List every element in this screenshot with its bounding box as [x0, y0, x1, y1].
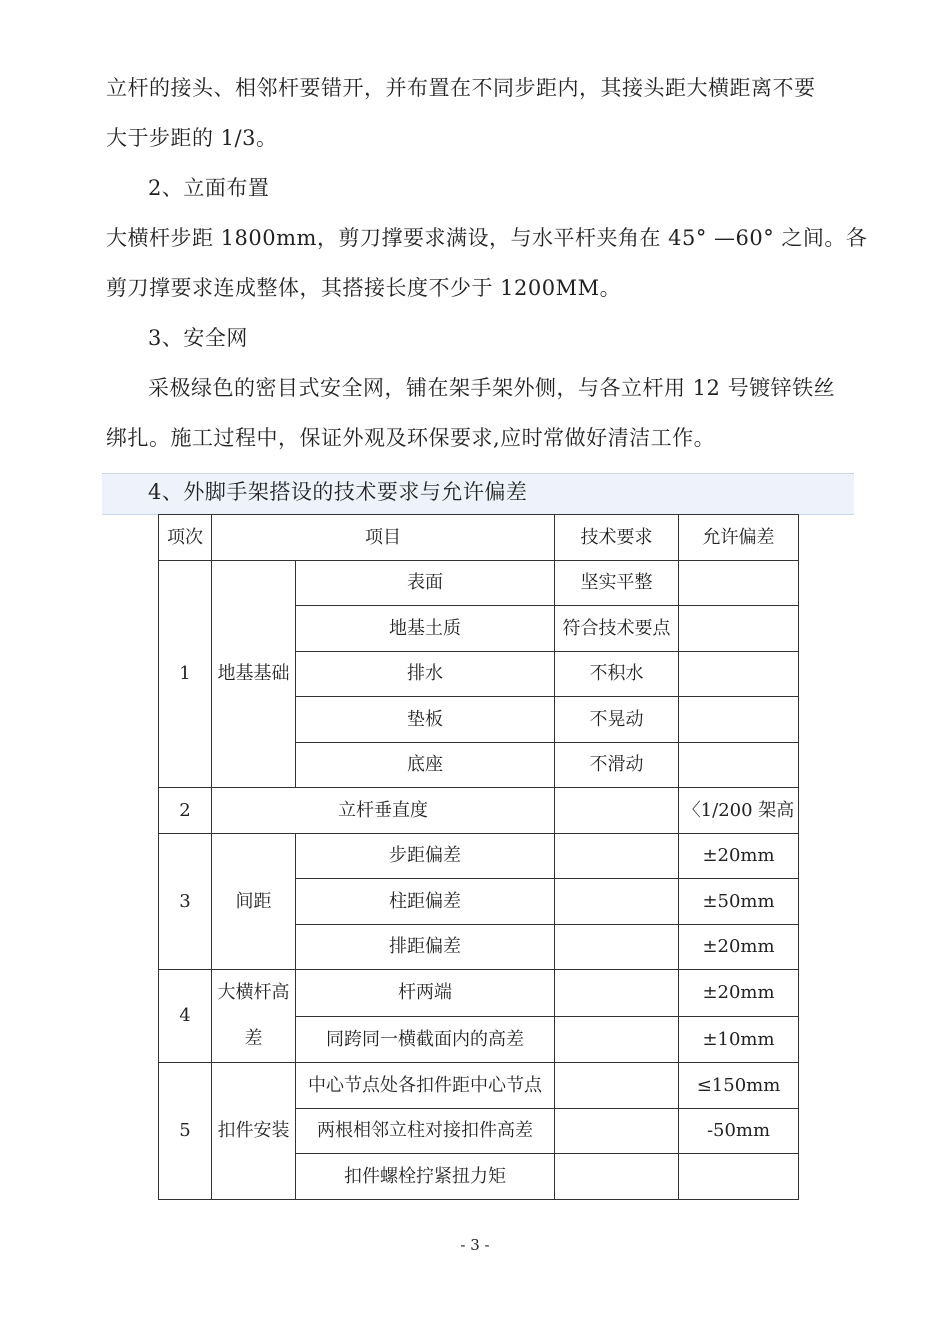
group-no: 5 — [159, 1063, 212, 1200]
requirement-cell — [555, 879, 679, 925]
group-name: 扣件安装 — [212, 1063, 296, 1200]
requirement-cell: 不晃动 — [555, 697, 679, 743]
paragraph-line: 绑扎。施工过程中，保证外观及环保要求,应时常做好清洁工作。 — [106, 426, 716, 450]
header-item: 项目 — [212, 515, 555, 561]
item-cell: 立杆垂直度 — [212, 788, 555, 834]
table-row — [159, 970, 799, 1017]
group-name-line: 大横杆高 — [217, 982, 290, 1003]
tolerance-cell — [679, 651, 799, 697]
page-number: - 3 - — [460, 1236, 490, 1254]
group-name: 地基基础 — [212, 560, 296, 788]
item-cell: 排水 — [296, 651, 555, 697]
item-cell: 底座 — [296, 742, 555, 788]
requirement-cell — [555, 924, 679, 970]
paragraph-line: 采极绿色的密目式安全网，铺在架手架外侧，与各立杆用 12 号镀锌铁丝 — [148, 376, 836, 400]
item-cell: 中心节点处各扣件距中心节点 — [296, 1063, 555, 1109]
group-name — [212, 970, 296, 1063]
table-row — [159, 560, 799, 606]
group-no: 2 — [159, 788, 212, 834]
tolerance-cell: -50mm — [679, 1108, 799, 1154]
requirement-cell: 不积水 — [555, 651, 679, 697]
tolerance-cell: ±20mm — [679, 924, 799, 970]
requirement-cell — [555, 788, 679, 834]
tolerance-cell: 〈1/200 架高 — [679, 788, 799, 834]
tolerance-cell: ≤150mm — [679, 1063, 799, 1109]
requirement-cell — [555, 1108, 679, 1154]
item-cell: 地基土质 — [296, 606, 555, 652]
requirement-cell: 坚实平整 — [555, 560, 679, 606]
paragraph-line: 立杆的接头、相邻杆要错开，并布置在不同步距内，其接头距大横距离不要 — [106, 76, 816, 100]
requirement-cell: 符合技术要点 — [555, 606, 679, 652]
tolerance-cell: ±50mm — [679, 879, 799, 925]
requirement-cell — [555, 1154, 679, 1200]
group-name: 间距 — [212, 833, 296, 970]
item-cell: 垫板 — [296, 697, 555, 743]
requirement-cell: 不滑动 — [555, 742, 679, 788]
requirement-cell — [555, 970, 679, 1017]
section-heading-3: 3、安全网 — [148, 326, 248, 350]
item-cell: 两根相邻立柱对接扣件高差 — [296, 1108, 555, 1154]
group-no: 1 — [159, 560, 212, 788]
requirement-cell — [555, 1016, 679, 1063]
header-tolerance: 允许偏差 — [679, 515, 799, 561]
header-no: 项次 — [159, 515, 212, 561]
item-cell: 扣件螺栓拧紧扭力矩 — [296, 1154, 555, 1200]
tolerance-cell — [679, 1154, 799, 1200]
tolerance-cell — [679, 560, 799, 606]
header-requirement: 技术要求 — [555, 515, 679, 561]
item-cell: 柱距偏差 — [296, 879, 555, 925]
tolerance-cell — [679, 697, 799, 743]
table-row — [159, 833, 799, 879]
group-name-line: 差 — [244, 1028, 263, 1049]
item-cell: 杆两端 — [296, 970, 555, 1017]
item-cell: 表面 — [296, 560, 555, 606]
item-cell: 同跨同一横截面内的高差 — [296, 1016, 555, 1063]
paragraph-line: 剪刀撑要求连成整体，其搭接长度不少于 1200MM。 — [106, 276, 622, 300]
group-no: 3 — [159, 833, 212, 970]
paragraph-line: 大于步距的 1/3。 — [106, 126, 278, 150]
paragraph-line: 大横杆步距 1800mm，剪刀撑要求满设，与水平杆夹角在 45° —60° 之间。各 — [106, 226, 868, 250]
group-no: 4 — [159, 970, 212, 1063]
tolerance-cell — [679, 606, 799, 652]
tolerance-cell: ±10mm — [679, 1016, 799, 1063]
tolerance-cell — [679, 742, 799, 788]
table-row — [159, 788, 799, 834]
section-heading-4-band — [102, 473, 854, 515]
section-heading-2: 2、立面布置 — [148, 176, 270, 200]
requirement-cell — [555, 1063, 679, 1109]
table-header-row — [159, 515, 799, 561]
tolerance-cell: ±20mm — [679, 970, 799, 1017]
tolerance-cell: ±20mm — [679, 833, 799, 879]
item-cell: 步距偏差 — [296, 833, 555, 879]
section-heading-4: 4、外脚手架搭设的技术要求与允许偏差 — [148, 480, 528, 504]
item-cell: 排距偏差 — [296, 924, 555, 970]
table-row — [159, 1063, 799, 1109]
tolerance-table — [158, 514, 799, 1200]
requirement-cell — [555, 833, 679, 879]
